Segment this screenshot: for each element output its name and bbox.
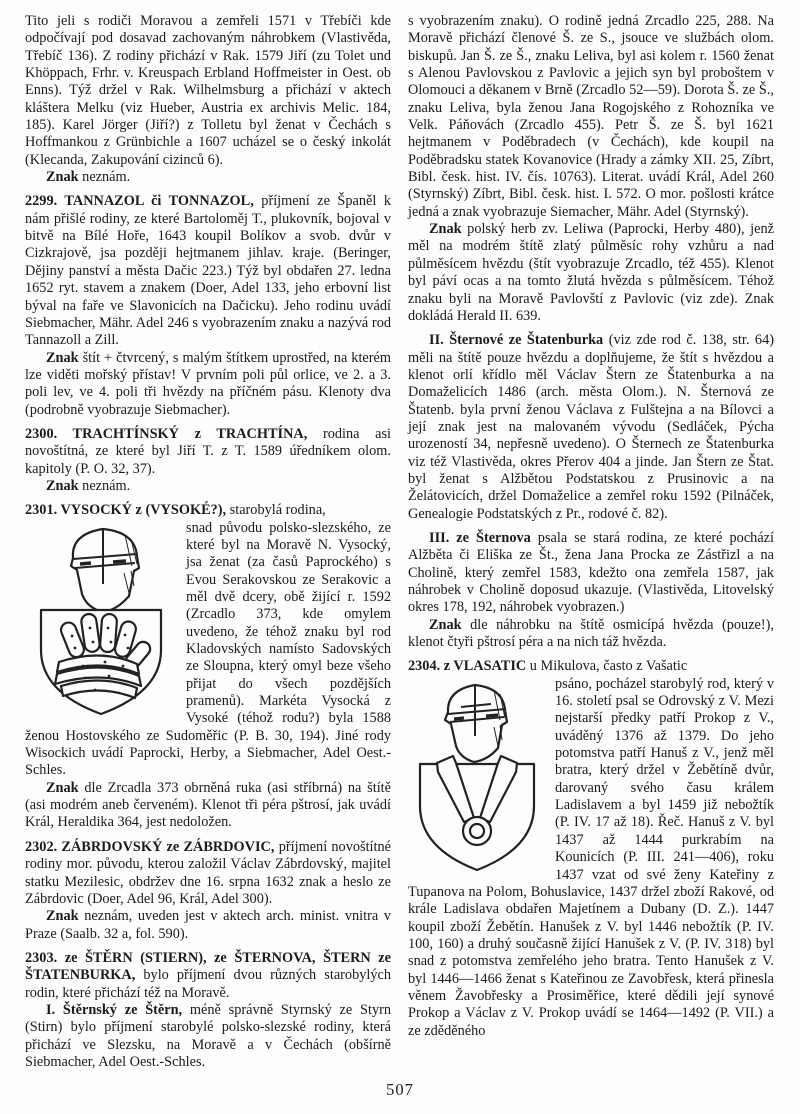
znak-paragraph (408, 221, 774, 325)
paragraph-text: méně správně Styrnský ze Styrn (Stirn) bylo příjmení starobylé polsko-slezské rodiny, která přichází ve Slezsku, na Moravě a v Čechách (obšírně Siebmacher, Adel Oest.-Schles. (25, 1001, 392, 1070)
great-helm-icon (445, 685, 507, 762)
vysocky-coat-of-arms-figure (25, 522, 177, 718)
entry-2303-section-iii (408, 530, 774, 617)
znak-label: Znak (46, 349, 79, 366)
znak-label: Znak (429, 221, 462, 238)
vlasatic-coat-of-arms-figure (408, 678, 546, 876)
znak-label: Znak (46, 908, 79, 925)
entry-2301-heading (25, 502, 391, 519)
entry-2303-section-ii (408, 332, 774, 523)
entry-heading: 2304. z VLASATIC (408, 658, 527, 675)
entry-heading: 2301. VYSOCKÝ z (VYSOKÉ?), (25, 502, 227, 519)
coat-of-arms-gauntlet (25, 522, 177, 718)
coat-of-arms-tongs (408, 678, 546, 876)
entry-heading: 2302. ZÁBRDOVSKÝ ze ZÁBRDOVIC, (25, 838, 275, 855)
entry-2300 (25, 426, 391, 478)
znak-paragraph (408, 617, 774, 652)
paragraph-text: starobylá rodina, (226, 502, 326, 519)
znak-paragraph (25, 169, 391, 186)
paragraph-text: Tito jeli s rodiči Moravou a zemřeli 1571 v Třebíči kde odpočívají pod dosavad zachovaným náhrobkem (Vlastivěda, Třebíč 136). Z rodiny přichází v Rak. 1579 Jiří (zu Tolet und Khöppach, Frhr. v. Kreuspach Erbland Hoffmeister in Oest. ob Enns). Týž držel v Rak. Wilhelmsburg a přichází v aktech kláštera Melku (viz Hueber, Austria ex archivis Melic. 184, 185). Karel Jörger (Jiří?) z Tolletu byl ženat v Čechách s Hoffmankou z Grünbichle a 1607 ucházel se o český inkolát (Klecanda, Zakupování cizinců 6). (25, 13, 391, 168)
paragraph-text: (viz zde rod č. 138, str. 64) měli na štítě pouze hvězdu a doplňujeme, že štít s hvězdou a klenot orlí křídlo měl Václav Štern ze Štatenburka a na Domaželicích 1486 (arch. města Olom.). N. Šternová ze Štatenb. byla první ženou Václava z Fulštejna a na Bílovci a její znak jest na malovaném vývodu (Sedláček, Pýcha urozeností 34, nepřesně uvedeno). O Šternech ze Štatenburka viz též Vlastivěda, okres Přerov 404 a jinde. Jan Štern ze Štat. byl ženat s Alžbětou Podstatskou z Prusinovic a na Želátovicích, držel Domaželice a zemřel roku 1592 (Pilnáček, Genealogie Podstatských z Pr., rodové č. 82). (408, 332, 774, 522)
entry-heading: 2299. TANNAZOL či TONNAZOL, (25, 193, 254, 210)
entry-2303-section-i (25, 1002, 391, 1071)
znak-label: Znak (429, 616, 462, 633)
entry-2303 (25, 950, 391, 1002)
entry-heading: 2300. TRACHTÍNSKÝ z TRACHTÍNA, (25, 425, 308, 442)
section-heading: II. Šternové ze Štatenburka (429, 332, 604, 349)
right-column (408, 13, 774, 1071)
section-heading: I. Štěrnský ze Štěrn, (46, 1001, 183, 1018)
paragraph-text: s vyobrazením znaku). O rodině jedná Zrcadlo 225, 288. Na Moravě přichází členové Š. ze S., jsouce ve službách olom. biskupů. Jan Š. ze Š., znaku Leliva, byl asi kolem r. 1560 ženat s Alenou Pavlovskou z Pavlovic a jejich syn byl proboštem v Olomouci a děkanem v Brně (Zrcadlo 52—59). Dorota Š. ze Š., znaku Leliva, byla ženou Jana Rogojského z Rohozníka ve Velk. Páňovách (Zrcadlo 455). Petr Š. ze Š. byl 1621 hejtmanem v Poděbradech (v Čechách), kde koupil na Poděbradsku statek Kovanovice (Hrady a zámky XII. 25, Zíbrt, Bibl. česk. hist. IV. čís. 10763). Literat. uvádí Král, Adel 260 (Styrnský) Zíbrt, Bibl. česk. hist. I. 572. O mor. pošlosti krátce jedná a znak vyobrazuje Siemacher, Mähr. Adel (Styrnský). (408, 13, 774, 220)
paragraph-text: dle náhrobku na štítě osmicípá hvězda (pouze!), klenot čtyři pštrosí péra a na nich táž hvězda. (408, 616, 774, 651)
entry-heading: 2303. ze ŠTĚRN (STIERN), ze ŠTERNOVA, ŠTERN ze ŠTATENBURKA, (25, 949, 391, 984)
continuation-paragraph (408, 13, 774, 221)
znak-paragraph (25, 908, 391, 943)
znak-label: Znak (46, 477, 79, 494)
znak-paragraph (25, 478, 391, 495)
entry-2301-body (25, 520, 391, 780)
paragraph-text: u Mikulova, často z Vašatic (526, 658, 688, 675)
paragraph-text: polský herb zv. Leliwa (Paprocki, Herby 480), jenž měl na modrém štítě zlatý půlměsíc rohy vzhůru a nad půlměsícem hvězdu (štít vyobrazuje Zrcadlo, též 455). Klenot byl páví ocas a na tomto žlutá hvězda s půlměsícem. Téhož znaku byli na Moravě Pavlovští z Pavlovic (viz zde). Znak dokládá Herald II. 639. (408, 221, 774, 324)
paragraph-text: příjmení novoštítné rodiny mor. původu, kterou založil Václav Zábrdovský, majitel statku Mezilesic, obdržev dne 16. srpna 1632 znak a heslo ze Zábrdovic (Doer, Adel 96, Král, Adel 300). (25, 838, 391, 907)
paragraph-text: psala se stará rodina, ze které pochází Alžběta či Eliška ze Št., žena Jana Procka ze Zástřizl a na Cholině, který zemřel 1583, kdežto ona zemřela 1587, jak náhrobek v Cholině doposud ukazuje. (Vlastivěda, Litovelský okres 178, 192, náhrobek vyobrazen.) (408, 529, 774, 616)
entry-2299 (25, 193, 391, 349)
paragraph-text: dle Zrcadla 373 obrněná ruka (asi stříbrná) na štítě (asi modrém aneb červeném). Klenot tři péra pštrosí, jak uvádí Král, Heraldika 364, jest nedoložen. (25, 779, 391, 831)
entry-2304-body (408, 676, 774, 1040)
znak-label: Znak (46, 169, 79, 186)
great-helm-icon (71, 529, 139, 612)
znak-paragraph (25, 350, 391, 419)
paragraph-text: psáno, pocházel starobylý rod, který v 16. století psal se Odrovský z V. Mezi nejstarší předky patří Prokop z V., uváděný 1376 až 1379. Do jeho potomstva patří Hanuš z V., jenž měl bratra, který držel v Žebětíně dvůr, darovaný svého času králem Ladislavem a byl 1459 již nebožtík (P. IV. 17 až 18). Řeč. Hanuš z V. byl 1437 až 1444 purkrabím na Kounicích (P. III. 241—406), roku 1437 vzat od své ženy Kateřiny z Tupanova na Polom, Bohuslavice, 1437 držel zboží Rakové, od krále Ladislava obdařen Majetínem a Dubany (D. Z.). 1447 koupil zboží Žebětín. Hanušek z V. byl 1446 nebožtík (P. IV. 100, 160) a druhý současně žijící Hanušek z V. (P. IV. 318) byl snad z potomstva zemřelého jeho bratra. Tento Hanušek z V. byl 1446—1466 ženat s Kateřinou ze Zavobřesk, která přinesla věnem Žavobřesky a Prosiměřice, které dědili její synové Prokop a Václav z V. Prokop uvádí se 1464—1492 (P. VII.) a ze zděděného (408, 675, 774, 1039)
left-column (25, 13, 391, 1071)
paragraph-text: neznám. (78, 169, 131, 186)
paragraph-text: bylo příjmení dvou různých starobylých rodin, které přichází též na Moravě. (25, 967, 391, 1001)
page-number: 507 (386, 1080, 414, 1099)
paragraph-text: snad původu polsko-slezského, ze které byl na Moravě N. Vysocký, jsa ženat (za časů Paprockého) s Evou Serakovskou ze Serakovic a měl dvě dcery, obě žijící r. 1592 (Zrcadlo 373, kde omylem uvedeno, že téhož znaku byl rod Kladovských namísto Sadovských ze Sloupna, který omyl beze všeho přijat do všech pozdějších pramenů). Markéta Vysocká z Vysoké (téhož rodu?) byla 1588 ženou Hostovského ze Sudoměřic (P. B. 30, 194). Jiné rody Wisockich uvádí Paprocki, Herby, a Siebmacher, Adel Oest.-Schles. (25, 519, 391, 779)
paragraph-text: neznám. (78, 477, 131, 494)
entry-2302 (25, 839, 391, 908)
paragraph-text: neznám, uveden jest v aktech arch. minist. vnitra v Praze (Saalb. 32 a, fol. 590). (25, 908, 391, 942)
znak-paragraph (25, 780, 391, 832)
paragraph-text: rodina asi novoštítná, ze které byl Jiří T. z T. 1589 úředníkem olom. kapitoly (P. O. 32, 37). (25, 425, 391, 477)
paragraph-text: příjmení ze Španěl k nám přišlé rodiny, ze které Bartoloměj T., plukovník, bojoval v bitvě na Bílé Hoře, 1643 koupil Bolíkov a svob. dvůr v Cizkrajově, jsa později hejtmanem jihlav. kraje. (Beringer, Dějiny panství a města Dačic 223.) Týž byl obdařen 27. ledna 1652 ryt. stavem a znakem (Doer, Adel 133, jeho erbovní list býval na faře ve Slavonicích na Dačicku). Jeho rodinu uvádí Siebmacher, Mähr. Adel 246 s vyobrazením znaku a nazývá rod Tannazoll a Zill. (25, 193, 391, 349)
continuation-paragraph (25, 13, 391, 169)
section-heading: III. ze Šternova (429, 529, 531, 546)
znak-label: Znak (46, 779, 79, 796)
paragraph-text: štít + čtvrcený, s malým štítkem uprostřed, na kterém lze viděti mořský přístav! V prvním poli půl orlice, ve 2. a 3. poli lev, ve 4. poli tři hvězdy na příčném pásu. Klenoty dva (podrobně vyobrazuje Siebmacher). (25, 349, 391, 418)
entry-2304-heading (408, 658, 774, 675)
